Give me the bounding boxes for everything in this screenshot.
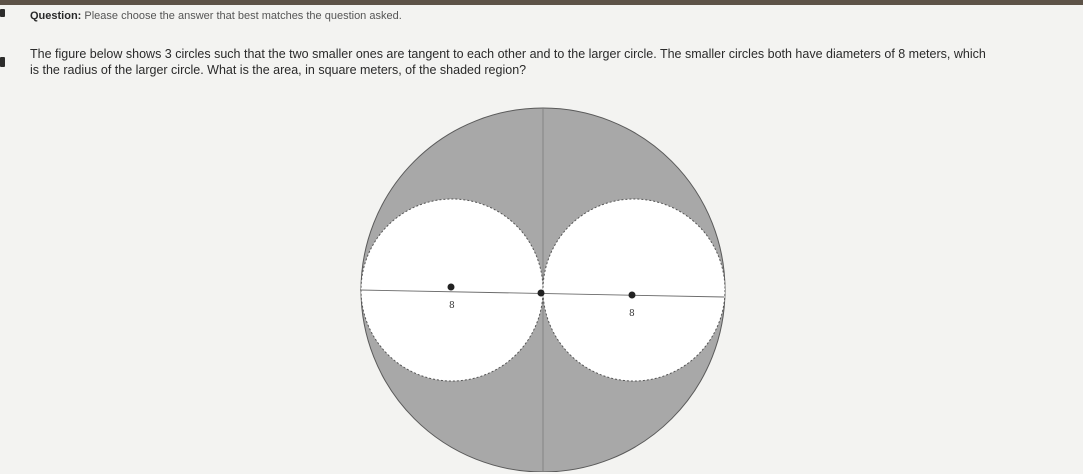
right-small-circle xyxy=(543,199,725,381)
question-body-line-2: is the radius of the larger circle. What is the area, in square meters, of the shaded region? xyxy=(30,63,527,77)
question-body-line-1: The figure below shows 3 circles such that the two smaller ones are tangent to each other and to the larger circle. The smaller circles both have diameters of 8 meters, which xyxy=(30,47,986,61)
right-center-dot xyxy=(629,292,636,299)
question-instruction: Please choose the answer that best matches the question asked. xyxy=(84,10,402,22)
left-diameter-label: 8 xyxy=(449,301,455,311)
left-center-dot xyxy=(448,284,455,291)
top-border-strip xyxy=(0,0,1083,5)
question-label: Question: xyxy=(30,10,82,22)
large-center-dot xyxy=(538,290,545,297)
question-text xyxy=(30,46,1080,78)
right-diameter-label: 8 xyxy=(629,309,635,319)
left-edge-marker xyxy=(0,9,5,17)
left-edge-marker xyxy=(0,57,5,67)
question-header xyxy=(30,10,402,22)
circles-figure xyxy=(340,100,760,472)
